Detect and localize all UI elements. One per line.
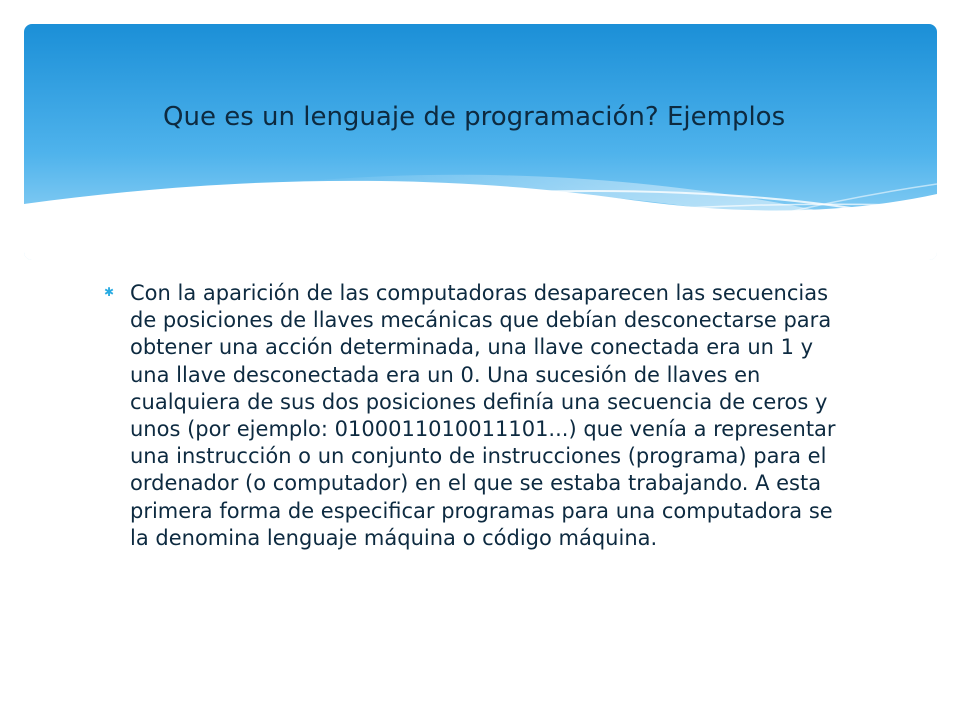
asterisk-bullet-icon: ✱: [104, 285, 115, 299]
bullet-text: Con la aparición de las computadoras desaparecen las secuencias de posiciones de llaves mecánicas que debían desconectarse para obtener una acción determinada, una llave conectada era un 1 y una llave desconectada era un 0. Una sucesión de llaves en cualquiera de sus dos posiciones definía una secuencia de ceros y unos (por ejemplo: 0100011010011101...) que venía a representar una instrucción o un conjunto de instrucciones (programa) para el ordenador (o computador) en el que se estaba trabajando. A esta primera forma de especificar programas para una computadora se la denomina lenguaje máquina o código máquina.: [130, 281, 836, 550]
bullet-item: [104, 280, 844, 552]
bullet-list: [104, 280, 844, 552]
header-wave-graphic: [24, 24, 937, 260]
slide-title: Que es un lenguaje de programación? Ejemplos: [163, 102, 786, 132]
header-banner: [24, 24, 937, 260]
